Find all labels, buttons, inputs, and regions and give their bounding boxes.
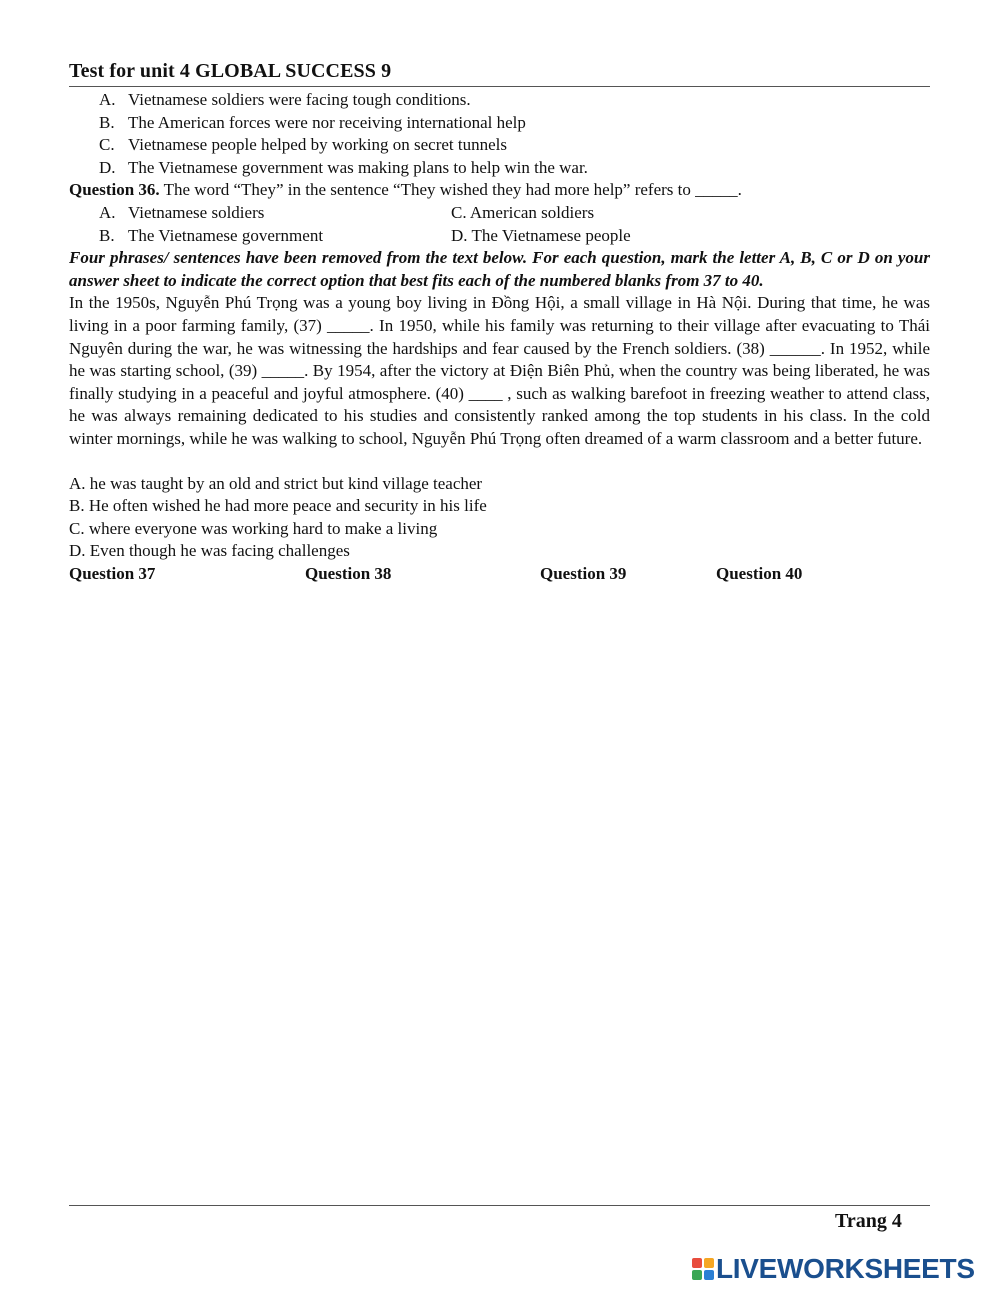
option-text: The Vietnamese government	[128, 225, 324, 245]
option-text: Vietnamese soldiers	[128, 202, 265, 222]
option-letter: B.	[99, 112, 115, 132]
choice-c: C. where everyone was working hard to make a living	[69, 518, 438, 538]
q36-option-b[interactable]	[69, 225, 451, 248]
question-36-text: The word “They” in the sentence “They wished they had more help” refers to _____.	[159, 180, 742, 200]
answer-label-38[interactable]: Question 38	[305, 563, 392, 583]
liveworksheets-logo-icon	[692, 1258, 714, 1280]
brand-watermark	[692, 1254, 975, 1284]
q36-option-d[interactable]: D. The Vietnamese people	[451, 225, 631, 245]
option-letter: C.	[99, 135, 115, 155]
option-letter: A.	[99, 202, 116, 222]
header-divider	[69, 86, 930, 87]
answer-label-39[interactable]: Question 39	[540, 563, 627, 583]
option-text: The Vietnamese government was making plans to help win the war.	[128, 157, 588, 177]
page-title: Test for unit 4 GLOBAL SUCCESS 9	[69, 60, 392, 82]
q35-option-a[interactable]	[69, 89, 930, 112]
footer-divider	[69, 1205, 930, 1206]
section-instructions: Four phrases/ sentences have been removed from the text below. For each question, mark the letter A, B, C or D on your answer sheet to indicate the correct option that best fits each of the numbered blanks from 37 to 40.	[69, 248, 930, 290]
choice-d: D. Even though he was facing challenges	[69, 541, 350, 561]
q35-option-c[interactable]	[69, 134, 930, 157]
content-area	[69, 89, 930, 585]
reading-passage: In the 1950s, Nguyễn Phú Trọng was a young boy living in Đồng Hội, a small village in Hà Nội. During that time, he was living in a poor farming family, (37) _____. In 1950, while his family was returning to their village after evacuating to Thái Nguyên during the war, he was witnessing the hardships and fear caused by the French soldiers. (38) ______. In 1952, while he was starting school, (39) _____. By 1954, after the victory at Điện Biên Phủ, when the country was being liberated, he was finally studying in a peaceful and joyful atmosphere. (40) ____ , such as walking barefoot in freezing weather to attend class, he was always remaining dedicated to his studies and consistently ranked among the top students in his class. In the cold winter mornings, while he was walking to school, Nguyễn Phú Trọng often dreamed of a warm classroom and a better future.	[69, 293, 930, 448]
q36-options-row-2	[69, 225, 930, 248]
q35-option-b[interactable]	[69, 112, 930, 135]
option-text: Vietnamese soldiers were facing tough conditions.	[128, 90, 471, 109]
brand-name: LIVEWORKSHEETS	[716, 1253, 975, 1284]
answer-choices	[69, 473, 930, 563]
question-36-label: Question 36.	[69, 180, 160, 200]
option-letter: D.	[99, 157, 116, 177]
q35-option-d[interactable]	[69, 157, 930, 180]
option-text: Vietnamese people helped by working on secret tunnels	[128, 135, 508, 155]
q36-option-a[interactable]	[69, 202, 451, 225]
option-letter: B.	[99, 225, 115, 245]
choice-b: B. He often wished he had more peace and security in his life	[69, 496, 487, 516]
spacer	[69, 451, 930, 473]
answer-labels-row	[69, 563, 930, 586]
option-text: The American forces were nor receiving international help	[128, 112, 526, 132]
question-35-options	[69, 89, 930, 179]
choice-a: A. he was taught by an old and strict but kind village teacher	[69, 473, 483, 493]
answer-label-37[interactable]: Question 37	[69, 563, 156, 583]
option-letter: A.	[99, 90, 116, 109]
question-36	[69, 179, 930, 202]
answer-label-40[interactable]: Question 40	[716, 563, 803, 583]
q36-options-row-1	[69, 202, 930, 225]
q36-option-c[interactable]: C. American soldiers	[451, 202, 595, 222]
page-number: Trang 4	[835, 1210, 902, 1232]
